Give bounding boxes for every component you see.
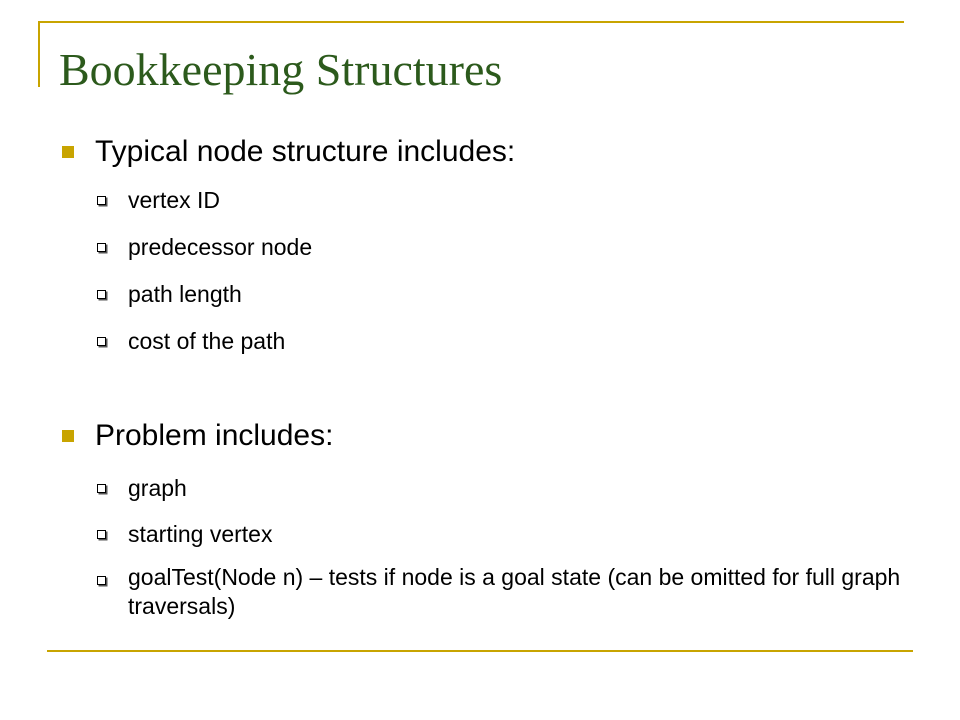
frame-left-line <box>38 21 40 87</box>
list-item: goalTest(Node n) – tests if node is a goal state (can be omitted for full graph traversals) <box>128 564 901 619</box>
checkbox-bullet-icon <box>97 484 106 493</box>
frame-top-line <box>38 21 904 23</box>
checkbox-bullet-icon <box>97 576 106 585</box>
list-item: cost of the path <box>128 328 286 354</box>
list-item: vertex ID <box>128 187 221 213</box>
slide-title: Bookkeeping Structures <box>59 44 503 95</box>
list-item: path length <box>128 281 242 307</box>
checkbox-bullet-icon <box>97 337 106 346</box>
checkbox-bullet-icon <box>97 290 106 299</box>
checkbox-bullet-icon <box>97 196 106 205</box>
square-bullet-icon <box>62 430 74 442</box>
checkbox-bullet-icon <box>97 530 106 539</box>
list-item: graph <box>128 475 187 501</box>
frame-bottom-line <box>47 650 913 652</box>
square-bullet-icon <box>62 146 74 158</box>
list-item: starting vertex <box>128 521 273 547</box>
section-heading: Problem includes: <box>95 419 334 452</box>
list-item: predecessor node <box>128 234 313 260</box>
checkbox-bullet-icon <box>97 243 106 252</box>
section-heading: Typical node structure includes: <box>95 135 516 168</box>
